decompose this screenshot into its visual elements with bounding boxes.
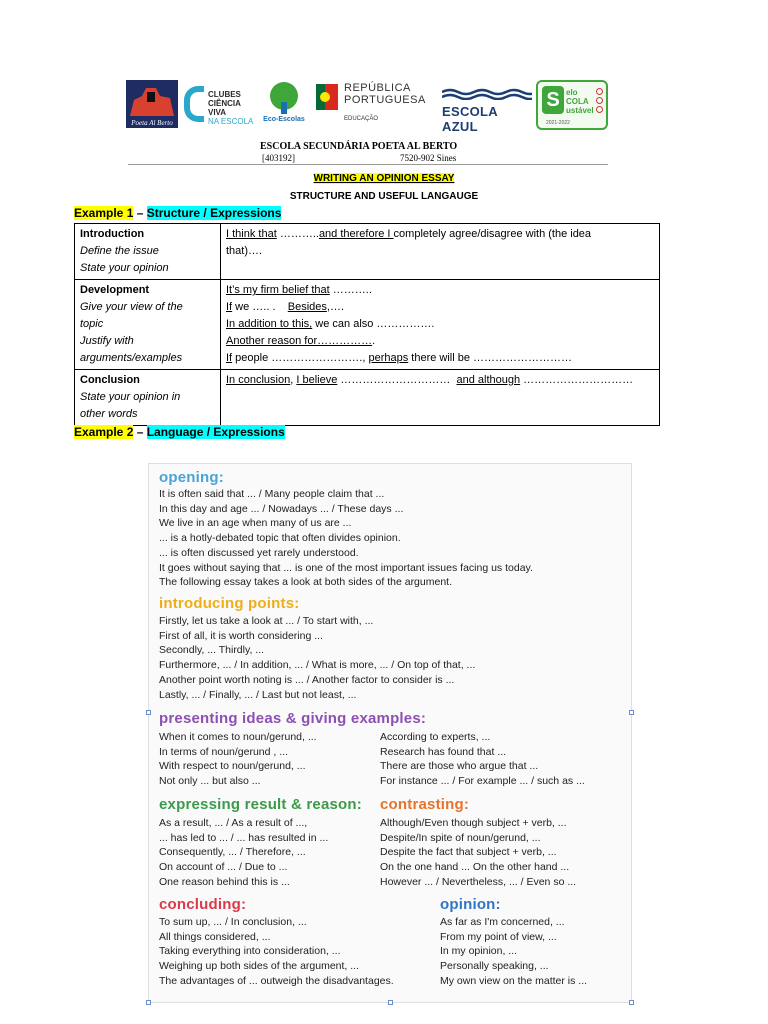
resize-handle[interactable] — [629, 1000, 634, 1005]
resize-handle[interactable] — [146, 710, 151, 715]
escola-azul-logo: ESCOLA AZUL — [442, 80, 534, 130]
header-divider — [128, 164, 608, 165]
poeta-al-berto-logo — [126, 80, 178, 130]
clubes-c-icon — [184, 86, 204, 122]
selo-dots-icon — [596, 88, 602, 115]
presenting-ideas-heading: presenting ideas & giving examples: — [159, 710, 427, 727]
school-address: 7520-902 Sines — [400, 153, 457, 163]
school-name: ESCOLA SECUNDÁRIA POETA AL BERTO — [260, 141, 458, 152]
table-row-development: Development Give your view of the topic Justify with arguments/examples It’s my firm belief that ……….. If we ….. . Besides,…. In addition to this, we can also ……………. Another reason for……………. If people ……………………., perhaps there will be ……………………… — [75, 280, 660, 370]
portugal-flag-icon — [316, 84, 338, 110]
logo-row — [126, 80, 608, 134]
selo-escola-sustentavel-logo: S elo COLA ustável 2021-2022 — [536, 80, 608, 130]
waves-icon — [442, 88, 532, 100]
resize-handle[interactable] — [388, 1000, 393, 1005]
opinion-phrases: As far as I'm concerned, ... From my point of view, ... In my opinion, ... Personally speaking, ... My own view on the matter is ... — [440, 916, 588, 987]
clubes-ciencia-viva-logo: CLUBES CIÊNCIA VIVA NA ESCOLA — [184, 80, 256, 130]
example-2-heading: Example 2 – Language / Expressions — [74, 425, 285, 439]
contrasting-phrases: Although/Even though subject + verb, ... Despite/In spite of noun/gerund, ... Despite the fact that subject + verb, ... On the one hand ... On the other hand ... However ... / Nevertheless, ... / Even so ... — [380, 817, 577, 888]
republica-portuguesa-logo: REPÚBLICA PORTUGUESA EDUCAÇÃO — [316, 80, 428, 130]
result-reason-heading: expressing result & reason: — [159, 796, 362, 813]
concluding-phrases: To sum up, ... / In conclusion, ... All things considered, ... Taking everything into consideration, ... Weighing up both sides of the argument, ... The advantages of ... outweigh the disadvantages. — [159, 916, 394, 987]
document-title: WRITING AN OPINION ESSAY — [313, 173, 455, 184]
introducing-points-phrases: Firstly, let us take a look at ... / To start with, ... First of all, it is worth considering ... Secondly, ... Thirdly, ... Furthermore, ... / In addition, ... / What is more, ... / On top of that, ... Another point worth noting is ... / Another factor to consider is ... Lastly, ... / Finally, ... / Last but not least, ... — [159, 615, 476, 701]
presenting-ideas-left: When it comes to noun/gerund, ... In terms of noun/gerund , ... With respect to noun/gerund, ... Not only ... but also ... — [159, 731, 317, 788]
castle-icon — [130, 86, 174, 116]
school-code: [403192] — [262, 153, 295, 163]
opening-phrases: It is often said that ... / Many people claim that ... In this day and age ... / Nowadays ... / These days ... We live in an age when many of us are ... ... is a hotly-debated topic that often divides opinion. ... is often discussed yet rarely understood. It goes without saying that ... is one of the most important issues facing us today. The following essay takes a look at both sides of the argument. — [159, 488, 533, 589]
presenting-ideas-right: According to experts, ... Research has found that ... There are those who argue that ... For instance ... / For example ... / such as ... — [380, 731, 585, 788]
opinion-heading: opinion: — [440, 896, 501, 913]
concluding-heading: concluding: — [159, 896, 247, 913]
example-1-heading: Example 1 – Structure / Expressions — [74, 206, 282, 220]
opening-heading: opening: — [159, 469, 224, 486]
poeta-logo-text: Poeta Al Berto — [131, 119, 173, 127]
table-row-introduction: Introduction Define the issue State your opinion I think that ………..and therefore I completely agree/disagree with (the idea that)…. — [75, 224, 660, 280]
table-row-conclusion: Conclusion State your opinion in other words In conclusion, I believe ………………………… and although ………………………… — [75, 370, 660, 426]
contrasting-heading: contrasting: — [380, 796, 470, 813]
language-expressions-image[interactable] — [148, 463, 632, 1003]
resize-handle[interactable] — [629, 710, 634, 715]
selo-s-letter: S — [542, 86, 564, 114]
eco-escolas-logo: Eco-Escolas — [260, 80, 308, 130]
resize-handle[interactable] — [146, 1000, 151, 1005]
document-subtitle: STRUCTURE AND USEFUL LANGAUGE — [289, 191, 479, 202]
result-reason-phrases: As a result, ... / As a result of ..., ... has led to ... / ... has resulted in ... Consequently, ... / Therefore, ... On account of ... / Due to ... One reason behind this is ... — [159, 817, 329, 888]
introducing-points-heading: introducing points: — [159, 595, 300, 612]
structure-table — [74, 223, 660, 426]
